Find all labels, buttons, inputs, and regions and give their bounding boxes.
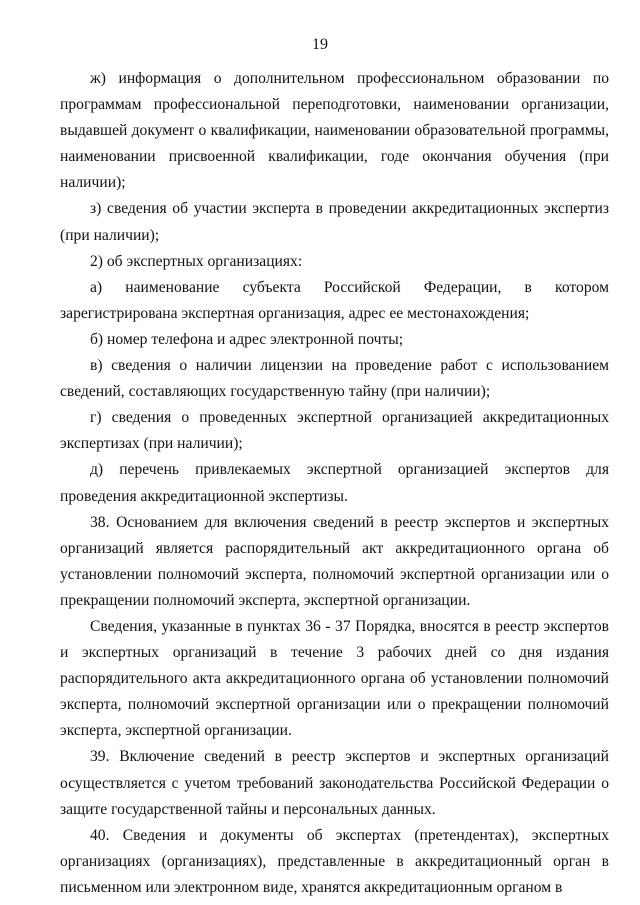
paragraph-clause-38-continued: Сведения, указанные в пунктах 36 - 37 Порядка, вносятся в реестр экспертов и экспертных организаций в течение 3 рабочих дней со дня издания распорядительного акта аккредитационного органа об установлении полномочий эксперта, полномочий экспертной организации или о прекращении полномочий эксперта, экспертной организации. (60, 617, 609, 740)
paragraph-item-g: г) сведения о проведенных экспертной организацией аккредитационных экспертизах (при наличии); (60, 409, 609, 453)
page-number: 19 (312, 36, 328, 53)
paragraph-item-z: з) сведения об участии эксперта в проведении аккредитационных экспертиз (при наличии); (60, 200, 609, 244)
paragraph-item-b: б) номер телефона и адрес электронной почты; (90, 330, 404, 348)
paragraph-clause-39: 39. Включение сведений в реестр экспертов и экспертных организаций осуществляется с учетом требований законодательства Российской Федерации о защите государственной тайны и персональных данных. (60, 748, 609, 818)
paragraph-item-v: в) сведения о наличии лицензии на проведение работ с использованием сведений, составляющих государственную тайну (при наличии); (60, 357, 609, 401)
paragraph-expert-organizations-heading: 2) об экспертных организациях: (90, 252, 303, 270)
paragraph-item-zh: ж) информация о дополнительном профессиональном образовании по программам профессиональной переподготовки, наименовании организации, выдавшей документ о квалификации, наименовании образовательной программы, наименовании присвоенной квалификации, годе окончания обучения (при наличии); (60, 70, 609, 192)
paragraph-item-d: д) перечень привлекаемых экспертной организацией экспертов для проведения аккредитационной экспертизы. (60, 461, 609, 505)
paragraph-item-a: а) наименование субъекта Российской Федерации, в котором зарегистрирована экспертная организация, адрес ее местонахождения; (60, 278, 609, 322)
paragraph-clause-38: 38. Основанием для включения сведений в реестр экспертов и экспертных организаций является распорядительный акт аккредитационного органа об установлении полномочий эксперта, полномочий экспертной организации или о прекращении полномочий эксперта, экспертной организации. (60, 513, 609, 609)
paragraph-clause-40: 40. Сведения и документы об экспертах (претендентах), экспертных организациях (организациях), представленные в аккредитационный орган в письменном или электронном виде, хранятся аккредитационным органом в (60, 826, 609, 896)
document-body (60, 66, 609, 901)
